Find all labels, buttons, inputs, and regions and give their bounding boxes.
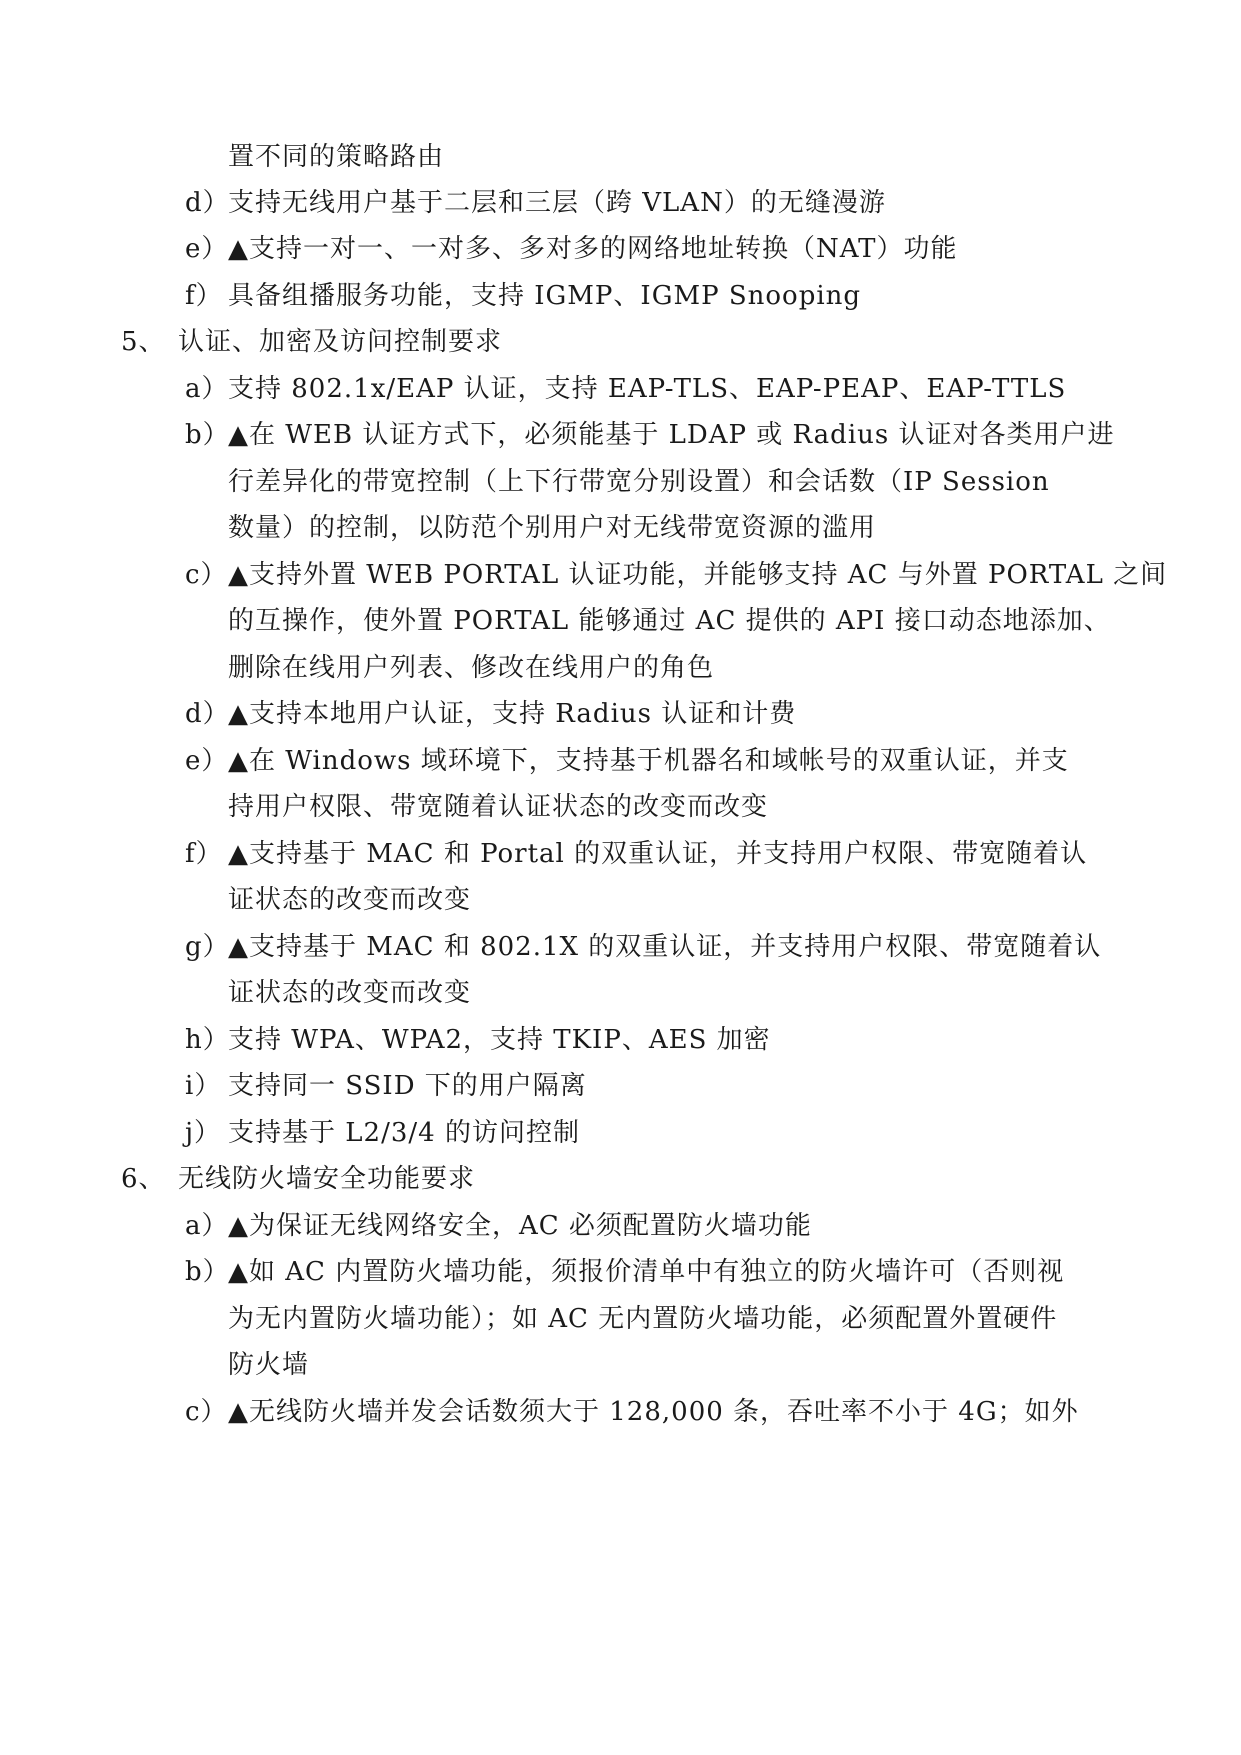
continuation-text: 置不同的策略路由 bbox=[228, 142, 445, 172]
continuation-text: 证状态的改变而改变 bbox=[228, 885, 472, 915]
item-text: 支持无线用户基于二层和三层（跨 VLAN）的无缝漫游 bbox=[228, 188, 886, 218]
continuation-text: 持用户权限、带宽随着认证状态的改变而改变 bbox=[228, 792, 769, 822]
continuation-text: 为无内置防火墙功能）；如 AC 无内置防火墙功能，必须配置外置硬件 bbox=[228, 1304, 1058, 1334]
item-label: g） bbox=[185, 932, 230, 962]
item-text: 具备组播服务功能，支持 IGMP、IGMP Snooping bbox=[228, 281, 862, 311]
item-label: b） bbox=[185, 1257, 230, 1287]
item-text: ▲支持基于 MAC 和 Portal 的双重认证，并支持用户权限、带宽随着认 bbox=[228, 839, 1088, 869]
item-text: ▲在 WEB 认证方式下，必须能基于 LDAP 或 Radius 认证对各类用户进 bbox=[228, 420, 1115, 450]
item-label: e） bbox=[185, 746, 229, 776]
continuation-text: 的互操作，使外置 PORTAL 能够通过 AC 提供的 API 接口动态地添加、 bbox=[228, 606, 1111, 636]
item-label: b） bbox=[185, 420, 230, 450]
item-label: a） bbox=[185, 374, 229, 404]
item-label: i） bbox=[185, 1071, 222, 1101]
item-label: e） bbox=[185, 234, 229, 264]
section-title: 认证、加密及访问控制要求 bbox=[178, 327, 503, 357]
continuation-text: 防火墙 bbox=[228, 1350, 310, 1380]
continuation-text: 行差异化的带宽控制（上下行带宽分别设置）和会话数（IP Session bbox=[228, 467, 1050, 497]
item-label: d） bbox=[185, 188, 230, 218]
item-text: 支持同一 SSID 下的用户隔离 bbox=[228, 1071, 587, 1101]
item-label: a） bbox=[185, 1211, 229, 1241]
item-label: j） bbox=[185, 1118, 222, 1148]
item-text: 支持基于 L2/3/4 的访问控制 bbox=[228, 1118, 580, 1148]
item-text: ▲如 AC 内置防火墙功能，须报价清单中有独立的防火墙许可（否则视 bbox=[228, 1257, 1065, 1287]
item-label: c） bbox=[185, 560, 228, 590]
item-text: ▲在 Windows 域环境下，支持基于机器名和域帐号的双重认证，并支 bbox=[228, 746, 1069, 776]
item-label: h） bbox=[185, 1025, 230, 1055]
continuation-text: 数量）的控制，以防范个别用户对无线带宽资源的滥用 bbox=[228, 513, 877, 543]
item-text: ▲支持本地用户认证，支持 Radius 认证和计费 bbox=[228, 699, 797, 729]
item-label: f） bbox=[185, 839, 223, 869]
section-title: 无线防火墙安全功能要求 bbox=[178, 1164, 476, 1194]
item-label: d） bbox=[185, 699, 230, 729]
item-text: ▲支持基于 MAC 和 802.1X 的双重认证，并支持用户权限、带宽随着认 bbox=[228, 932, 1102, 962]
item-text: ▲无线防火墙并发会话数须大于 128,000 条，吞吐率不小于 4G；如外 bbox=[228, 1397, 1079, 1427]
continuation-text: 删除在线用户列表、修改在线用户的角色 bbox=[228, 653, 715, 683]
item-text: 支持 802.1x/EAP 认证，支持 EAP-TLS、EAP-PEAP、EAP-TTLS bbox=[228, 374, 1067, 404]
section-number: 5、 bbox=[121, 327, 166, 357]
item-text: 支持 WPA、WPA2，支持 TKIP、AES 加密 bbox=[228, 1025, 771, 1055]
item-text: ▲支持外置 WEB PORTAL 认证功能，并能够支持 AC 与外置 PORTAL 之间 bbox=[228, 560, 1168, 590]
item-text: ▲为保证无线网络安全，AC 必须配置防火墙功能 bbox=[228, 1211, 812, 1241]
continuation-text: 证状态的改变而改变 bbox=[228, 978, 472, 1008]
item-label: c） bbox=[185, 1397, 228, 1427]
section-number: 6、 bbox=[121, 1164, 166, 1194]
item-label: f） bbox=[185, 281, 223, 311]
item-text: ▲支持一对一、一对多、多对多的网络地址转换（NAT）功能 bbox=[228, 234, 958, 264]
